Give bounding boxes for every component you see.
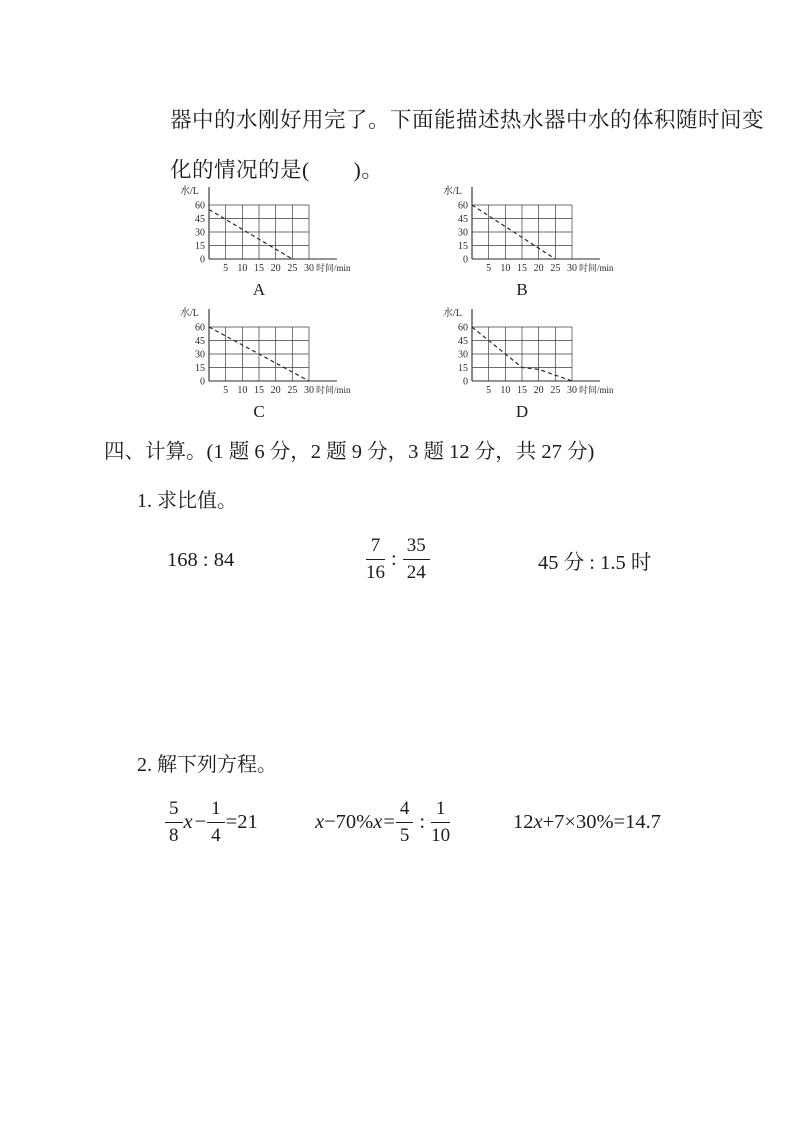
equation-rhs: =21: [225, 810, 258, 833]
x-tick-label: 25: [550, 263, 561, 274]
chart-b-plot: [437, 180, 647, 276]
x-tick-label: 25: [287, 263, 298, 274]
variable-x: x: [183, 810, 193, 833]
chart-d-plot: [437, 302, 647, 398]
x-axis-label: 时间/min: [316, 385, 351, 395]
x-tick-label: 20: [533, 385, 544, 396]
ratio-colon: :: [419, 810, 426, 833]
fraction-1-10: [431, 798, 450, 846]
fraction-numerator: 1: [207, 798, 225, 822]
fraction-numerator: 7: [366, 535, 385, 559]
y-tick-label: 30: [458, 227, 468, 239]
fraction-denominator: 16: [366, 561, 385, 583]
variable-x: x: [315, 810, 325, 833]
x-tick-label: 30: [304, 263, 314, 274]
x-tick-label: 25: [550, 385, 561, 396]
fraction-denominator: 10: [431, 824, 451, 846]
data-line: [209, 210, 292, 260]
minus-operator: −: [194, 810, 207, 833]
fraction-numerator: 1: [431, 798, 450, 822]
x-tick-label: 10: [237, 263, 248, 274]
x-tick-label: 30: [304, 385, 314, 396]
y-tick-label: 0: [463, 376, 468, 388]
chart-option-c: [174, 302, 394, 422]
x-tick-label: 10: [237, 385, 248, 396]
chart-option-a: [174, 180, 394, 300]
y-tick-label: 60: [195, 322, 205, 334]
fraction-numerator: 4: [396, 798, 414, 822]
x-tick-label: 15: [517, 385, 527, 396]
y-tick-label: 45: [458, 336, 468, 347]
coefficient: 12: [513, 810, 534, 833]
chart-c-caption: C: [253, 402, 265, 421]
equals-sign: =: [383, 810, 395, 833]
equation-3: [513, 796, 661, 848]
chart-option-d: [437, 302, 657, 422]
chart-a-caption: A: [252, 280, 266, 299]
ratio-expression-1: 168 : 84: [167, 548, 235, 571]
chart-a-plot: [174, 180, 384, 276]
y-tick-label: 15: [195, 363, 205, 374]
x-tick-label: 15: [254, 385, 264, 396]
x-tick-label: 25: [287, 385, 298, 396]
x-tick-label: 10: [500, 385, 511, 396]
equation-middle: −70%: [324, 810, 374, 833]
fraction-numerator: 5: [165, 798, 183, 822]
variable-x: x: [373, 810, 383, 833]
chart-b-caption: B: [516, 280, 528, 299]
x-axis-label: 时间/min: [579, 263, 614, 273]
x-tick-label: 30: [567, 263, 577, 274]
question-text-line2: 化的情况的是( )。: [170, 158, 384, 182]
x-tick-label: 15: [517, 263, 527, 274]
x-axis-label: 时间/min: [316, 263, 351, 273]
y-tick-label: 30: [195, 227, 205, 239]
fraction-denominator: 8: [169, 824, 179, 846]
ratio-expression-3: 45 分 : 1.5 时: [538, 552, 652, 574]
x-tick-label: 30: [567, 385, 577, 396]
x-axis-label: 时间/min: [579, 385, 614, 395]
y-axis-label: 水/L: [443, 308, 462, 319]
x-tick-label: 5: [223, 263, 229, 274]
chart-option-b: [437, 180, 657, 300]
x-tick-label: 5: [223, 385, 229, 396]
y-axis-label: 水/L: [443, 186, 462, 197]
fraction-numerator: 35: [403, 535, 430, 559]
y-axis-label: 水/L: [180, 308, 199, 319]
x-tick-label: 5: [486, 385, 492, 396]
fraction-7-16: [366, 535, 385, 583]
question-text-line1: 器中的水刚好用完了。下面能描述热水器中水的体积随时间变: [170, 108, 765, 132]
y-tick-label: 45: [458, 214, 468, 225]
fraction-4-5: [396, 798, 414, 846]
y-tick-label: 15: [195, 241, 205, 252]
x-tick-label: 15: [254, 263, 264, 274]
ratio-expression-2: [366, 530, 430, 588]
section-heading: 四、计算。(1 题 6 分，2 题 9 分，3 题 12 分，共 27 分): [104, 441, 595, 463]
equation-tail: +7×30%=14.7: [542, 810, 661, 833]
x-tick-label: 20: [270, 385, 281, 396]
y-tick-label: 45: [195, 214, 205, 225]
problem2-label: 2. 解下列方程。: [137, 754, 277, 776]
y-tick-label: 0: [200, 254, 205, 266]
fraction-denominator: 4: [211, 824, 221, 846]
problem1-label: 1. 求比值。: [137, 490, 237, 512]
x-tick-label: 20: [270, 263, 281, 274]
y-tick-label: 0: [463, 254, 468, 266]
y-tick-label: 45: [195, 336, 205, 347]
fraction-1-4: [207, 798, 225, 846]
x-tick-label: 10: [500, 263, 511, 274]
fraction-denominator: 5: [399, 824, 410, 846]
fraction-denominator: 24: [406, 561, 426, 583]
chart-c-plot: [174, 302, 384, 398]
equation-1: [165, 796, 259, 848]
y-tick-label: 60: [458, 200, 468, 212]
y-tick-label: 60: [195, 200, 205, 212]
fraction-35-24: [403, 535, 430, 583]
chart-d-caption: D: [515, 402, 529, 421]
y-tick-label: 30: [458, 349, 468, 361]
y-axis-label: 水/L: [180, 186, 199, 197]
y-tick-label: 15: [458, 241, 468, 252]
ratio-colon: :: [391, 547, 397, 570]
y-tick-label: 60: [458, 322, 468, 334]
fraction-5-8: [165, 798, 183, 846]
equation-2: [315, 796, 450, 848]
x-tick-label: 5: [486, 263, 492, 274]
y-tick-label: 0: [200, 376, 205, 388]
y-tick-label: 15: [458, 363, 468, 374]
y-tick-label: 30: [195, 349, 205, 361]
variable-x: x: [533, 810, 543, 833]
x-tick-label: 20: [533, 263, 544, 274]
